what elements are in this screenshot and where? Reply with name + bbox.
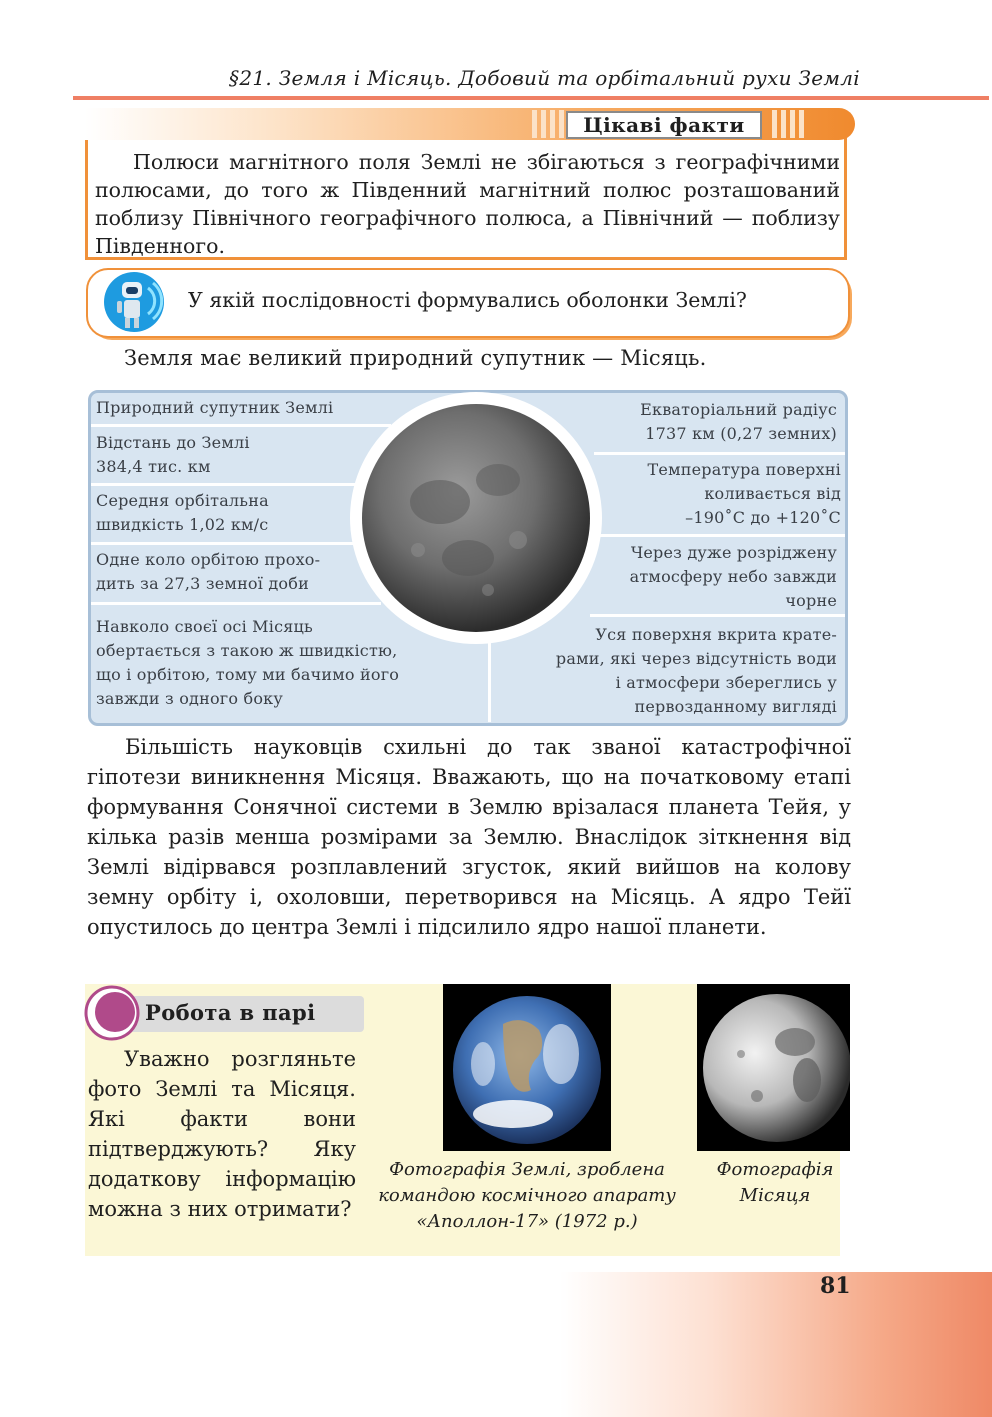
body-paragraph: Більшість науковців схильні до так званої катастрофічної гіпотези виникнення Місяця. Вважають, що на початковому етапі формування Сонячної системи в Землю врізалася планета Тейя, у кілька разів менша розмірами за Землю. Внаслідок зіткнення від Землі відірвався розплавлений згусток, який вийшов на колову земну орбіту і, охоловши, перетворився на Місяць. А ядро Тейї опустилось до центра Землі і підсилило ядро нашої планети. [87,735,851,939]
fact-rotation-1: Навколо своєї осі Місяць [96,615,313,639]
fact-distance-1: Відстань до Землі [96,431,250,455]
fact-orbit-1: Одне коло орбітою прохо- [96,548,320,572]
fact-rotation-3: що і орбітою, тому ми бачимо його [96,663,399,687]
separator [91,542,366,545]
fact-rotation-2: обертається з такою ж швидкістю, [96,639,397,663]
separator [91,602,381,605]
pair-work-title: Робота в парі [145,1000,316,1025]
facts-stripes-left [532,110,564,138]
robot-icon [102,270,166,334]
earth-caption-2: командою космічного апарату [378,1185,676,1206]
intro-line: Земля має великий природний супутник — Місяць. [124,346,707,370]
fact-craters-4: первозданному вигляді [634,695,837,719]
fact-radius-1: Екваторіальний радіус [640,398,837,422]
separator [590,534,845,537]
facts-text: Полюси магнітного поля Землі не збігаються з географічними полюсами, до того ж Південний магнітний полюс розташований поблизу Північного географічного полюса, а Північний — поблизу Південного. [95,150,840,258]
moon-caption-1: Фотографія [716,1159,834,1180]
fact-sky-2: атмосферу небо завжди [630,565,837,589]
running-header: §21. Земля і Місяць. Добовий та орбітальний рухи Землі [229,66,860,90]
fact-craters-1: Уся поверхня вкрита крате- [595,623,837,647]
moon-illustration [348,390,604,646]
earth-photo [443,984,611,1151]
separator [91,483,381,486]
fact-temp-1: Температура поверхні [648,458,841,482]
panel-title: Природний супутник Землі [96,396,333,420]
header-rule [73,96,989,100]
moon-caption-2: Місяця [739,1185,811,1206]
earth-caption-1: Фотографія Землі, зроблена [389,1159,665,1180]
question-text: У якій послідовності формувались оболонки Землі? [188,288,747,312]
page-corner-gradient [560,1272,992,1417]
facts-stripes-right [772,110,804,138]
fact-orbit-2: дить за 27,3 земної доби [96,572,309,596]
fact-temp-2: коливається від [704,482,841,506]
page-number: 81 [820,1273,851,1299]
fact-rotation-4: завжди з одного боку [96,687,283,711]
fact-craters-3: і атмосфери збереглись у [616,671,837,695]
fact-craters-2: рами, які через відсутність води [556,647,837,671]
fact-temp-3: –190˚С до +120˚С [685,506,841,530]
separator [590,614,845,617]
pair-work-icon [84,985,140,1041]
facts-title: Цікаві факти [566,111,762,139]
separator [91,424,391,427]
moon-photo [697,984,850,1151]
fact-sky-3: чорне [785,589,837,613]
fact-sky-1: Через дуже розріджену [631,541,837,565]
fact-radius-2: 1737 км (0,27 земних) [645,422,837,446]
separator [594,452,845,455]
fact-distance-2: 384,4 тис. км [96,455,211,479]
earth-caption-3: «Аполлон-17» (1972 р.) [416,1211,638,1232]
fact-speed-2: швидкість 1,02 км/с [96,513,268,537]
pair-work-text: Уважно розгляньте фото Землі та Місяця. Які факти вони підтверджують? Яку додаткову інформацію можна з них отримати? [88,1047,356,1221]
fact-speed-1: Середня орбітальна [96,489,269,513]
